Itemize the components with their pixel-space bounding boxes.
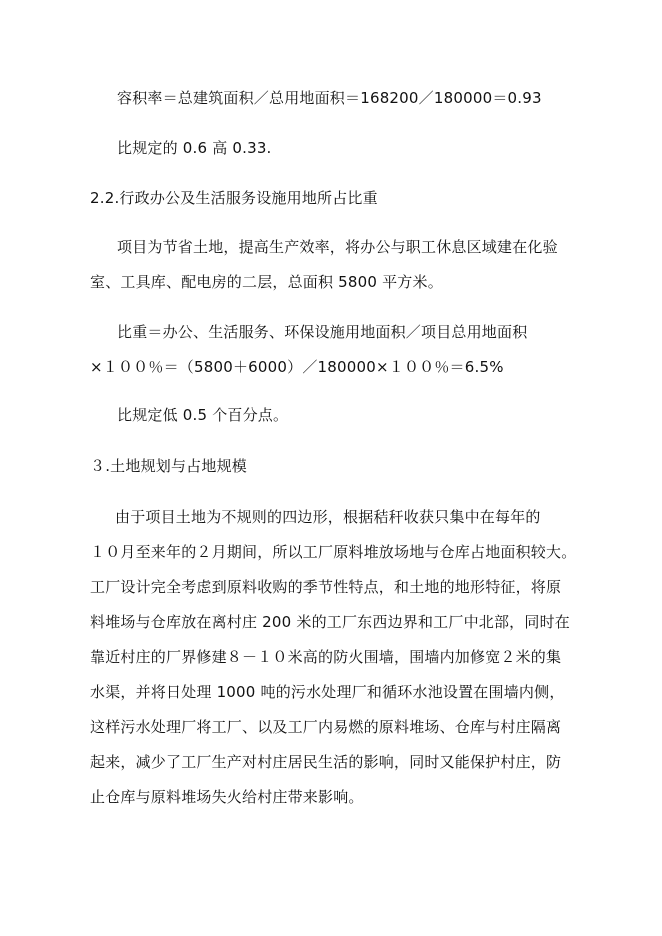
section-heading-3: ３.土地规划与占地规模 bbox=[90, 457, 247, 475]
section-heading-2-2: 2.2.行政办公及生活服务设施用地所占比重 bbox=[90, 189, 378, 207]
floor-area-ratio-formula: 容积率＝总建筑面积／总用地面积＝168200／180000＝0.93 bbox=[117, 89, 542, 107]
land-paragraph-line-4: 料堆场与仓库放在离村庄 200 米的工厂东西边界和工厂中北部，同时在 bbox=[90, 613, 570, 631]
land-paragraph-line-2: １０月至来年的２月期间，所以工厂原料堆放场地与仓库占地面积较大。 bbox=[90, 543, 577, 561]
project-paragraph-line-2: 室、工具库、配电房的二层，总面积 5800 平方米。 bbox=[90, 273, 443, 291]
proportion-formula-line-1: 比重＝办公、生活服务、环保设施用地面积／项目总用地面积 bbox=[117, 323, 528, 341]
project-paragraph-line-1: 项目为节省土地，提高生产效率，将办公与职工休息区域建在化验 bbox=[117, 238, 558, 256]
ratio-comparison-text: 比规定的 0.6 高 0.33. bbox=[117, 139, 272, 157]
land-paragraph-line-7: 这样污水处理厂将工厂、以及工厂内易燃的原料堆场、仓库与村庄隔离 bbox=[90, 718, 562, 736]
proportion-formula-line-2: ×１００％＝（5800＋6000）／180000×１００％＝6.5% bbox=[90, 358, 504, 376]
land-paragraph-line-6: 水渠，并将日处理 1000 吨的污水处理厂和循环水池设置在围墙内侧， bbox=[90, 683, 565, 701]
land-paragraph-line-5: 靠近村庄的厂界修建８－１０米高的防火围墙，围墙内加修宽２米的集 bbox=[90, 648, 562, 666]
land-paragraph-line-3: 工厂设计完全考虑到原料收购的季节性特点，和土地的地形特征，将原 bbox=[90, 578, 562, 596]
proportion-comparison-text: 比规定低 0.5 个百分点。 bbox=[117, 406, 289, 424]
land-paragraph-line-1: 由于项目土地为不规则的四边形，根据秸秆收获只集中在每年的 bbox=[115, 508, 541, 526]
land-paragraph-line-8: 起来，减少了工厂生产对村庄居民生活的影响，同时又能保护村庄，防 bbox=[90, 753, 562, 771]
land-paragraph-line-9: 止仓库与原料堆场失火给村庄带来影响。 bbox=[90, 788, 364, 806]
